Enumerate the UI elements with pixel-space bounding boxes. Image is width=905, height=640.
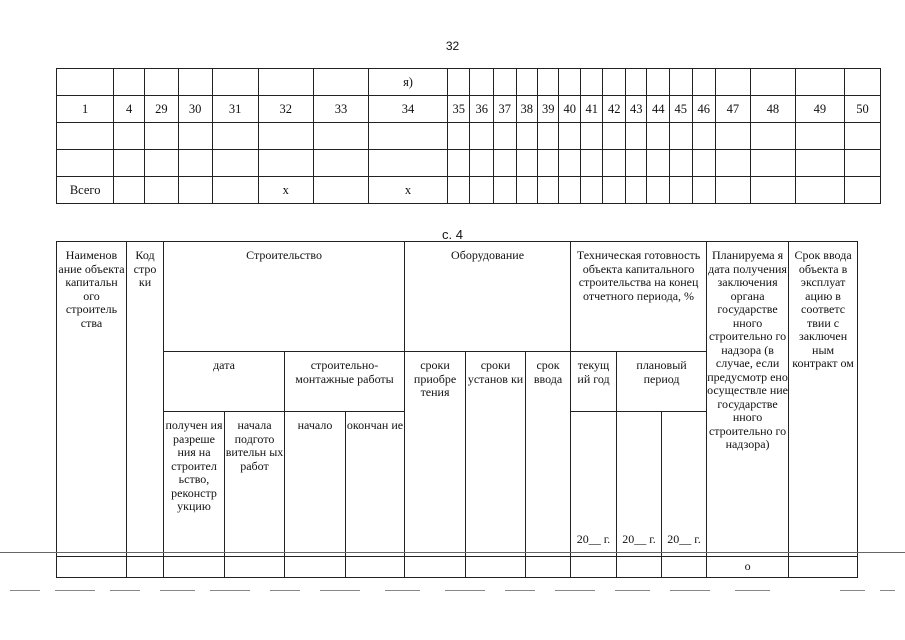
column-number: 39	[537, 96, 558, 123]
dash-line	[385, 590, 420, 591]
header-cm-end: окончан ие	[346, 412, 405, 557]
page-number: 32	[445, 39, 460, 53]
dash-line	[55, 590, 95, 591]
dash-line	[210, 590, 250, 591]
column-number: 50	[844, 96, 880, 123]
header-commission-term: Срок ввода объекта в эксплуат ацию в соответс твии с заключен ным контракт ом	[789, 242, 858, 557]
header-cm-works: строительно-монтажные работы	[285, 352, 405, 412]
column-number: 36	[470, 96, 494, 123]
column-number: 41	[580, 96, 603, 123]
column-number: 48	[750, 96, 795, 123]
column-number: 33	[313, 96, 368, 123]
column-number: 45	[669, 96, 692, 123]
x-mark: х	[258, 177, 313, 204]
dash-line	[110, 590, 140, 591]
column-numbers-row	[57, 96, 881, 123]
column-number: 46	[692, 96, 716, 123]
header-prep-start: начала подгото вительн ых работ	[225, 412, 285, 557]
column-number: 4	[114, 96, 145, 123]
dash-line	[615, 590, 650, 591]
column-number: 1	[57, 96, 114, 123]
column-number: 31	[212, 96, 258, 123]
dash-line	[880, 590, 895, 591]
column-number: 47	[716, 96, 751, 123]
empty-row	[57, 150, 881, 177]
header-row-code: Код стро ки	[127, 242, 164, 557]
column-number: 37	[493, 96, 516, 123]
total-label: Всего	[57, 177, 114, 204]
dash-line	[670, 590, 710, 591]
header-eq-commission: срок ввода	[526, 352, 571, 557]
header-readiness: Техническая готовность объекта капитального строительства на конец отчетного периода, %	[571, 242, 707, 352]
column-number: 29	[145, 96, 179, 123]
header-permit-received: получен ия разреше ния на строител ьство, реконстр укцию	[164, 412, 225, 557]
header-year-plan-2: 20__ г.	[662, 412, 707, 557]
total-row	[57, 177, 881, 204]
dash-line	[10, 590, 40, 591]
header-planned-period: плановый период	[617, 352, 707, 412]
dash-line	[840, 590, 865, 591]
dash-line	[555, 590, 595, 591]
header-construction-date: дата	[164, 352, 285, 412]
column-number: 40	[559, 96, 580, 123]
header-year-plan-1: 20__ г.	[617, 412, 662, 557]
column-number: 44	[647, 96, 670, 123]
header-conclusion-date: Планируема я дата получения заключения органа государстве нного строительно го надзора (в случае, если предусмотр ено осуществле ние государстве нного строительно го надзора)	[707, 242, 789, 557]
dash-line	[320, 590, 360, 591]
column-number: 42	[603, 96, 626, 123]
dash-line	[270, 590, 300, 591]
column-number: 43	[625, 96, 646, 123]
header-fragment: я)	[369, 69, 448, 96]
header-object-name: Наименов ание объекта капитальн ого строитель ства	[57, 242, 127, 557]
header-current-year: текущ ий год	[571, 352, 617, 412]
header-eq-purchase: сроки приобре тения	[405, 352, 466, 557]
dash-line	[160, 590, 195, 591]
dash-line	[445, 590, 485, 591]
empty-row	[57, 123, 881, 150]
scan-line	[0, 552, 905, 553]
dash-line	[505, 590, 535, 591]
column-number: 34	[369, 96, 448, 123]
top-table	[56, 68, 881, 204]
column-number: 38	[516, 96, 537, 123]
dash-line	[735, 590, 770, 591]
x-mark: х	[369, 177, 448, 204]
column-number: 30	[178, 96, 212, 123]
column-number: 35	[447, 96, 470, 123]
header-equipment: Оборудование	[405, 242, 571, 352]
header-cm-start: начало	[285, 412, 346, 557]
column-number: 49	[795, 96, 844, 123]
bottom-table	[56, 241, 858, 578]
top-table-fragment-row	[57, 69, 881, 96]
header-eq-install: сроки установ ки	[466, 352, 526, 557]
empty-data-row	[57, 557, 858, 578]
header-year-current: 20__ г.	[571, 412, 617, 557]
column-number: 32	[258, 96, 313, 123]
header-construction: Строительство	[164, 242, 405, 352]
bottom-mark: о	[707, 557, 789, 578]
section-label: с. 4	[442, 227, 463, 242]
